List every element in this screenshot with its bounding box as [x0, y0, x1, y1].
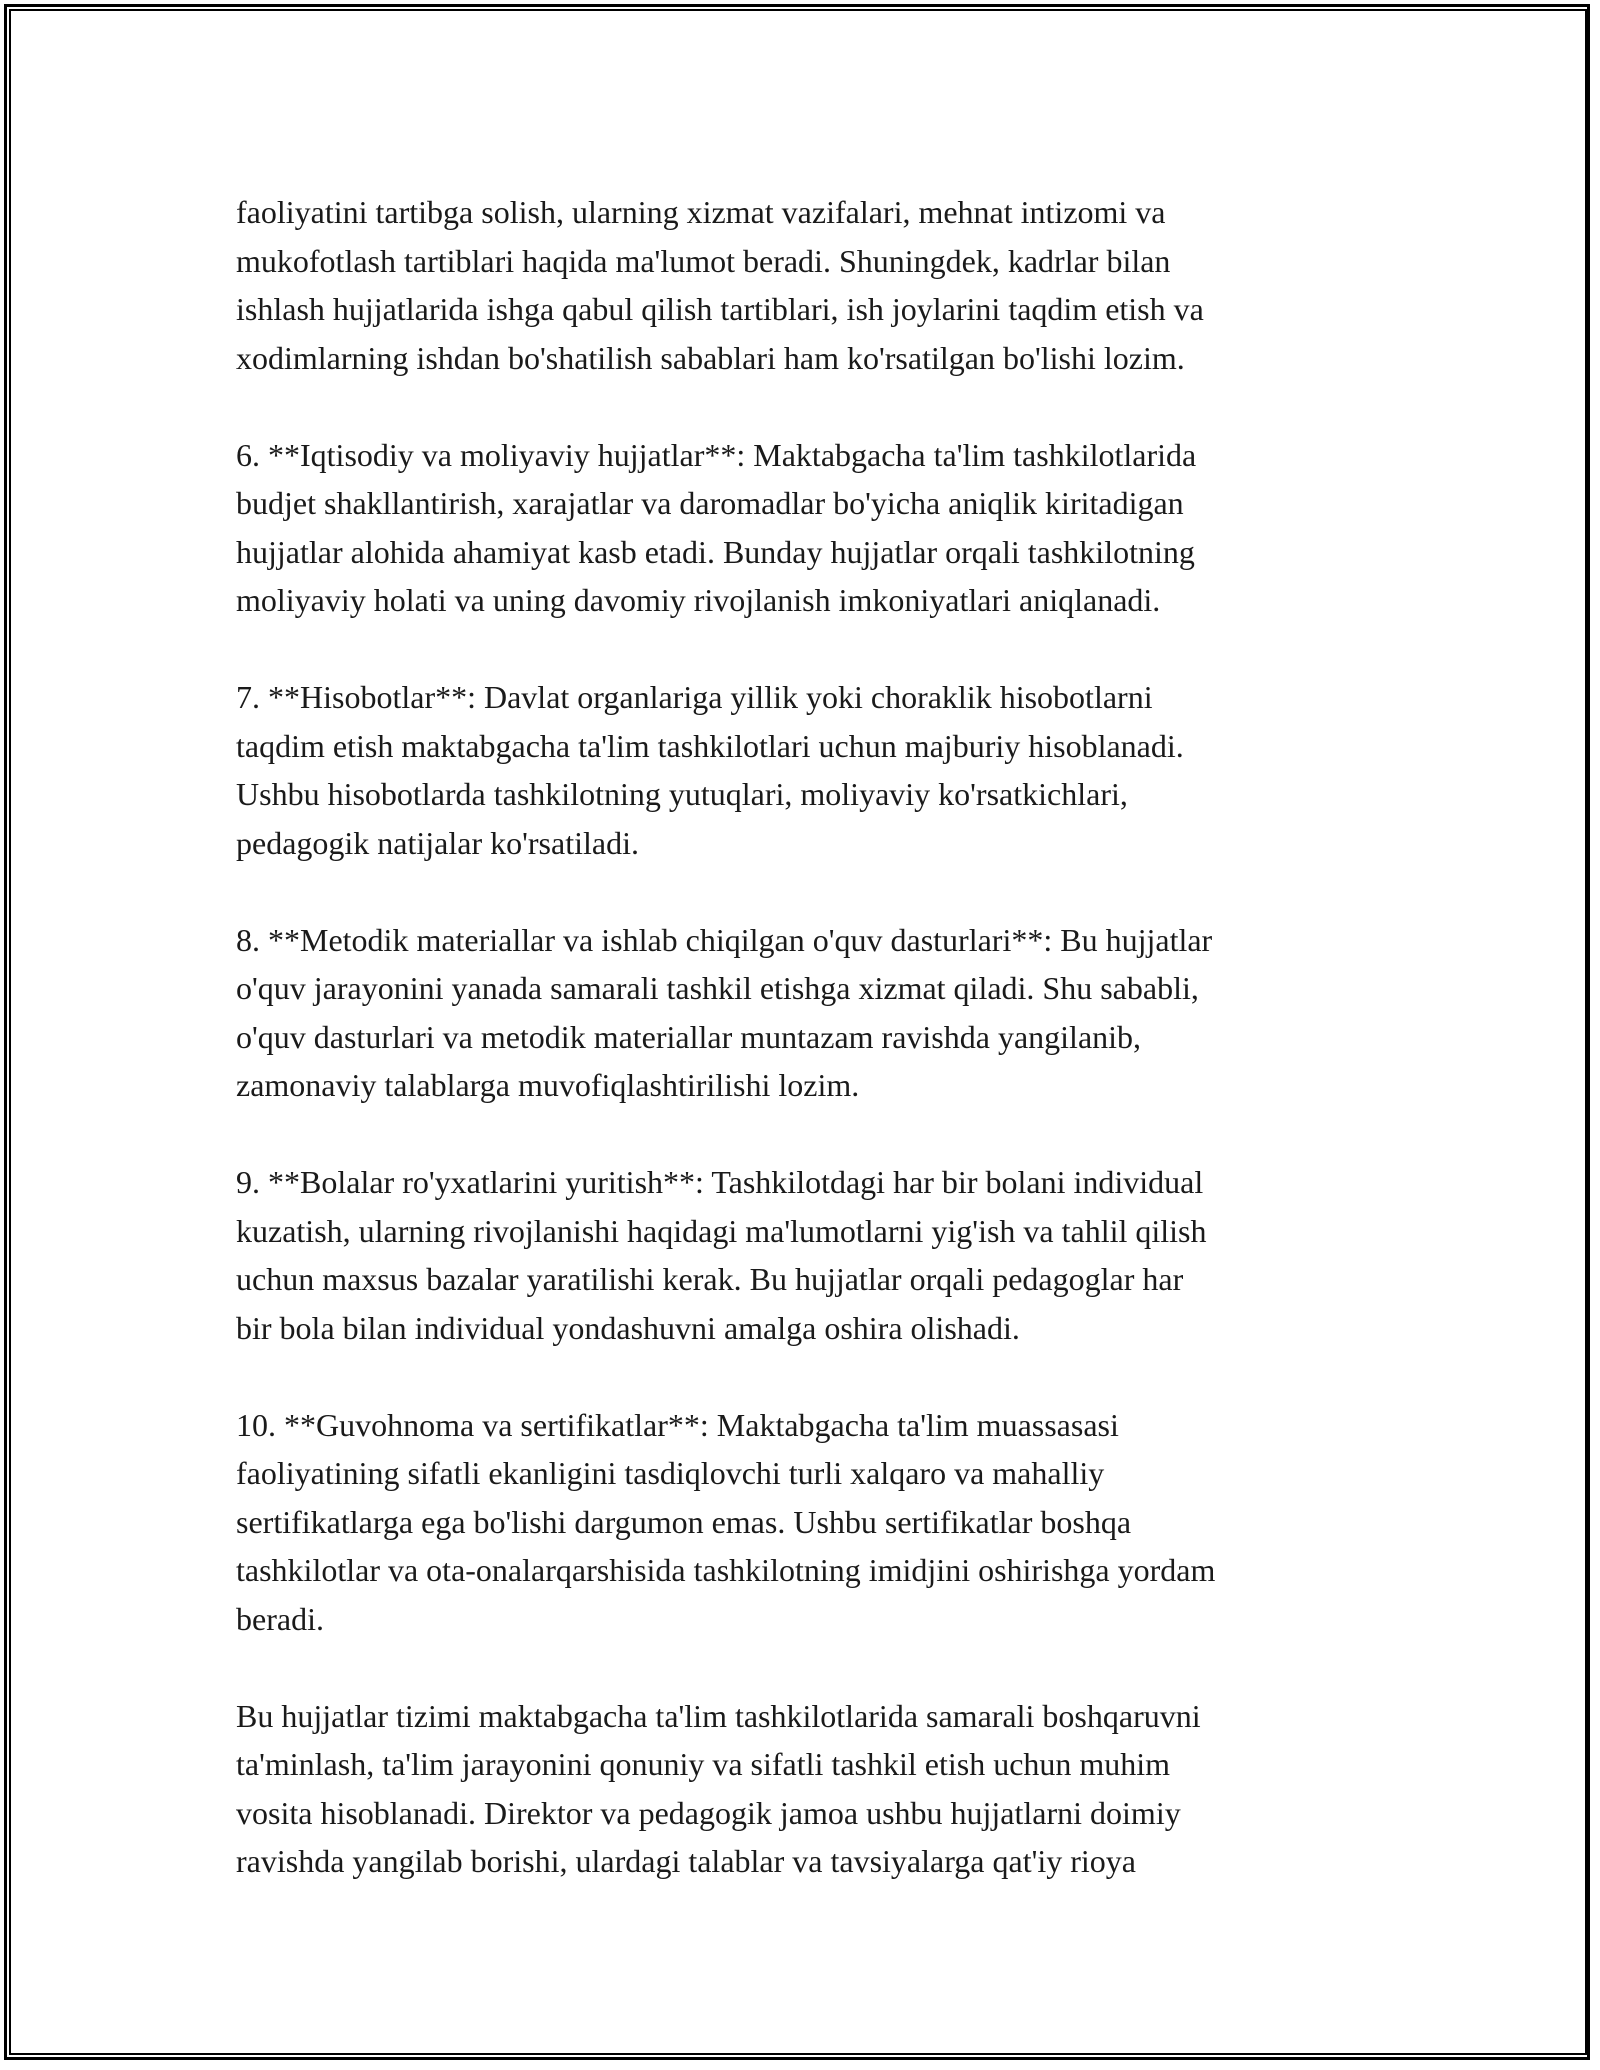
text-line: Ushbu hisobotlarda tashkilotning yutuqlari, moliyaviy ko'rsatkichlari,: [236, 776, 1128, 812]
paragraph-spacer: [236, 382, 1366, 431]
paragraph-item-7: [236, 673, 1366, 867]
text-line: vosita hisoblanadi. Direktor va pedagogik jamoa ushbu hujjatlarni doimiy: [236, 1794, 1181, 1831]
paragraph-staff-documents: [236, 188, 1366, 382]
text-line: mukofotlash tartiblari haqida ma'lumot beradi. Shuningdek, kadrlar bilan: [236, 242, 1171, 279]
paragraph-spacer: [236, 867, 1366, 916]
document-body: [236, 188, 1366, 1886]
text-line: pedagogik natijalar ko'rsatiladi.: [236, 824, 639, 861]
text-line: hujjatlar alohida ahamiyat kasb etadi. Bunday hujjatlar orqali tashkilotning: [236, 533, 1195, 570]
text-line: o'quv jarayonini yanada samarali tashkil etishga xizmat qiladi. Shu sababli,: [236, 970, 1199, 1006]
text-line: 6. **Iqtisodiy va moliyaviy hujjatlar**: Maktabgacha ta'lim tashkilotlarida: [236, 436, 1197, 473]
text-line: budjet shakllantirish, xarajatlar va daromadlar bo'yicha aniqlik kiritadigan: [236, 485, 1184, 521]
text-line: uchun maxsus bazalar yaratilishi kerak. Bu hujjatlar orqali pedagoglar har: [236, 1261, 1184, 1297]
paragraph-spacer: [236, 625, 1366, 674]
text-line: beradi.: [236, 1600, 324, 1637]
text-line: o'quv dasturlari va metodik materiallar muntazam ravishda yangilanib,: [236, 1018, 1142, 1055]
paragraph-spacer: [236, 1352, 1366, 1401]
paragraph-item-9: [236, 1158, 1366, 1352]
text-line: ta'minlash, ta'lim jarayonini qonuniy va sifatli tashkil etish uchun muhim: [236, 1746, 1171, 1782]
paragraph-spacer: [236, 1643, 1366, 1692]
text-line: 8. **Metodik materiallar va ishlab chiqilgan o'quv dasturlari**: Bu hujjatlar: [236, 921, 1213, 958]
text-line: ishlash hujjatlarida ishga qabul qilish tartiblari, ish joylarini taqdim etish va: [236, 291, 1204, 327]
text-line: tashkilotlar va ota-onalarqarshisida tashkilotning imidjini oshirishga yordam: [236, 1552, 1216, 1588]
text-line: 7. **Hisobotlar**: Davlat organlariga yillik yoki choraklik hisobotlarni: [236, 679, 1153, 715]
text-line: kuzatish, ularning rivojlanishi haqidagi ma'lumotlarni yig'ish va tahlil qilish: [236, 1212, 1207, 1249]
paragraph-conclusion: [236, 1692, 1366, 1886]
text-line: 10. **Guvohnoma va sertifikatlar**: Maktabgacha ta'lim muassasasi: [236, 1406, 1119, 1443]
text-line: faoliyatining sifatli ekanligini tasdiqlovchi turli xalqaro va mahalliy: [236, 1455, 1105, 1491]
text-line: Bu hujjatlar tizimi maktabgacha ta'lim tashkilotlarida samarali boshqaruvni: [236, 1697, 1201, 1734]
text-line: bir bola bilan individual yondashuvni amalga oshira olishadi.: [236, 1309, 1020, 1346]
text-line: sertifikatlarga ega bo'lishi dargumon emas. Ushbu sertifikatlar boshqa: [236, 1503, 1132, 1540]
paragraph-item-10: [236, 1401, 1366, 1644]
text-line: zamonaviy talablarga muvofiqlashtirilishi lozim.: [236, 1067, 860, 1103]
paragraph-item-8: [236, 916, 1366, 1110]
text-line: moliyaviy holati va uning davomiy rivojlanish imkoniyatlari aniqlanadi.: [236, 582, 1161, 618]
paragraph-item-6: [236, 431, 1366, 625]
text-line: xodimlarning ishdan bo'shatilish sabablari ham ko'rsatilgan bo'lishi lozim.: [236, 339, 1185, 376]
paragraph-spacer: [236, 1110, 1366, 1159]
text-line: taqdim etish maktabgacha ta'lim tashkilotlari uchun majburiy hisoblanadi.: [236, 727, 1184, 764]
text-line: ravishda yangilab borishi, ulardagi talablar va tavsiyalarga qat'iy rioya: [236, 1843, 1136, 1879]
text-line: 9. **Bolalar ro'yxatlarini yuritish**: Tashkilotdagi har bir bolani individual: [236, 1164, 1204, 1200]
text-line: faoliyatini tartibga solish, ularning xizmat vazifalari, mehnat intizomi va: [236, 194, 1166, 230]
